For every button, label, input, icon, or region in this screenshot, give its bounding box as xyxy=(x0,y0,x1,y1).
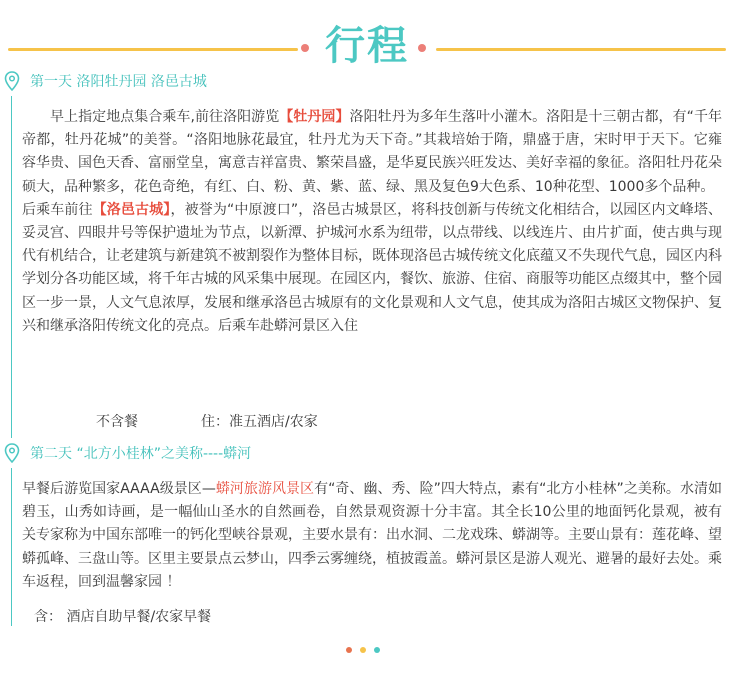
header-rule-right xyxy=(436,48,726,51)
day-2-meal: 含： 酒店自助早餐/农家早餐 xyxy=(34,609,212,625)
day-1-p2-text: 后乘车前往 xyxy=(22,201,93,218)
page-dot-1 xyxy=(346,647,352,653)
day-2-paragraph-1 xyxy=(22,478,722,594)
day-2-title: 第二天 “北方小桂林”之美称----蟒河 xyxy=(30,446,252,462)
day-1-description xyxy=(22,106,722,338)
day-1-timeline-line xyxy=(11,96,12,438)
day-2-description xyxy=(22,478,722,594)
page-dot-2 xyxy=(360,647,366,653)
header-rule-left xyxy=(8,48,298,51)
page-dot-3 xyxy=(374,647,380,653)
day-2-p1-text: 早餐后游览国家AAAA级景区— xyxy=(22,481,216,497)
page-title: 行程 xyxy=(325,23,409,69)
day-1-paragraph-2 xyxy=(22,199,722,338)
day-1-title: 第一天 洛阳牡丹园 洛邑古城 xyxy=(30,74,207,90)
day-1-accommodation: 住：准五酒店/农家 xyxy=(201,414,318,430)
day-2-p1-text-cont: 有“奇、幽、秀、险”四大特点，素有“北方小桂林”之美称。水清如碧玉，山秀如诗画，是一幅仙山圣水的自然画卷，自然景观资源十分丰富。其全长10公里的地面钙化景观，被有关专家称为中国东部唯一的钙化型峡谷景观，主要水景有：出水洞、二龙戏珠、蟒湖等。主要山景有：莲花峰、望蟒孤峰、三盘山等。区里主要景点云梦山，四季云雾缠绕，植披霞盖。蟒河景区是游人观光、避暑的最好去处。乘车返程，回到温馨家园 ！ xyxy=(22,481,723,590)
day-1-heading xyxy=(4,70,207,92)
header-dot-left xyxy=(301,44,309,52)
day-1-p2-text-cont: ，被誉为“中原渡口”，洛邑古城景区，将科技创新与传统文化相结合，以园区内文峰塔、妥灵宫、四眼井号等保护遗址为节点，以新潭、护城河水系为纽带，以点带线、以线连片、由片扩面，使古典与现代有机结合，让老建筑与新建筑不被割裂作为整体目标，既体现洛邑古城传统文化底蕴又不失现代气息，园区内科学划分各功能区域，将千年古城的风采集中展现。在园区内，餐饮、旅游、住宿、商服等功能区点缀其中，整个园区一步一景，人文气息浓厚，发展和继承洛邑古城原有的文化景观和人文气息，使其成为洛阳古城区文物保护、复兴和继承洛阳传统文化的亮点。后乘车赴蟒河景区入住 xyxy=(22,201,722,334)
day-1-p1-text: 早上指定地点集合乘车,前往洛阳游览 xyxy=(50,109,280,125)
luoyi-ancient-city-highlight: 【洛邑古城】 xyxy=(92,201,171,218)
day-1-paragraph-1 xyxy=(22,106,722,199)
header-dot-right xyxy=(418,44,426,52)
peony-garden-highlight: 【牡丹园】 xyxy=(279,109,350,125)
location-pin-icon xyxy=(4,443,20,463)
day-2-heading xyxy=(4,442,251,464)
section-header xyxy=(0,10,734,70)
day-2-timeline-line xyxy=(11,468,12,626)
page-indicator-dots xyxy=(346,647,380,653)
day-1-meal: 不含餐 xyxy=(96,414,138,430)
day-1-p1-text-cont: 洛阳牡丹为多年生落叶小灌木。洛阳是十三朝古都，有“千年帝都，牡丹花城”的美誉。“洛阳地脉花最宜，牡丹尤为天下奇。”其栽培始于隋，鼎盛于唐，宋时甲于天下。它雍容华贵、国色天香、富丽堂皇，寓意吉祥富贵、繁荣昌盛，是华夏民族兴旺发达、美好幸福的象征。洛阳牡丹花朵硕大，品种繁多，花色奇绝，有红、白、粉、黄、紫、蓝、绿、黑及复色9大色系、10种花型、1000多个品种。 xyxy=(22,109,723,195)
manghe-scenic-area-highlight: 蟒河旅游风景区 xyxy=(215,481,315,497)
location-pin-icon xyxy=(4,71,20,91)
